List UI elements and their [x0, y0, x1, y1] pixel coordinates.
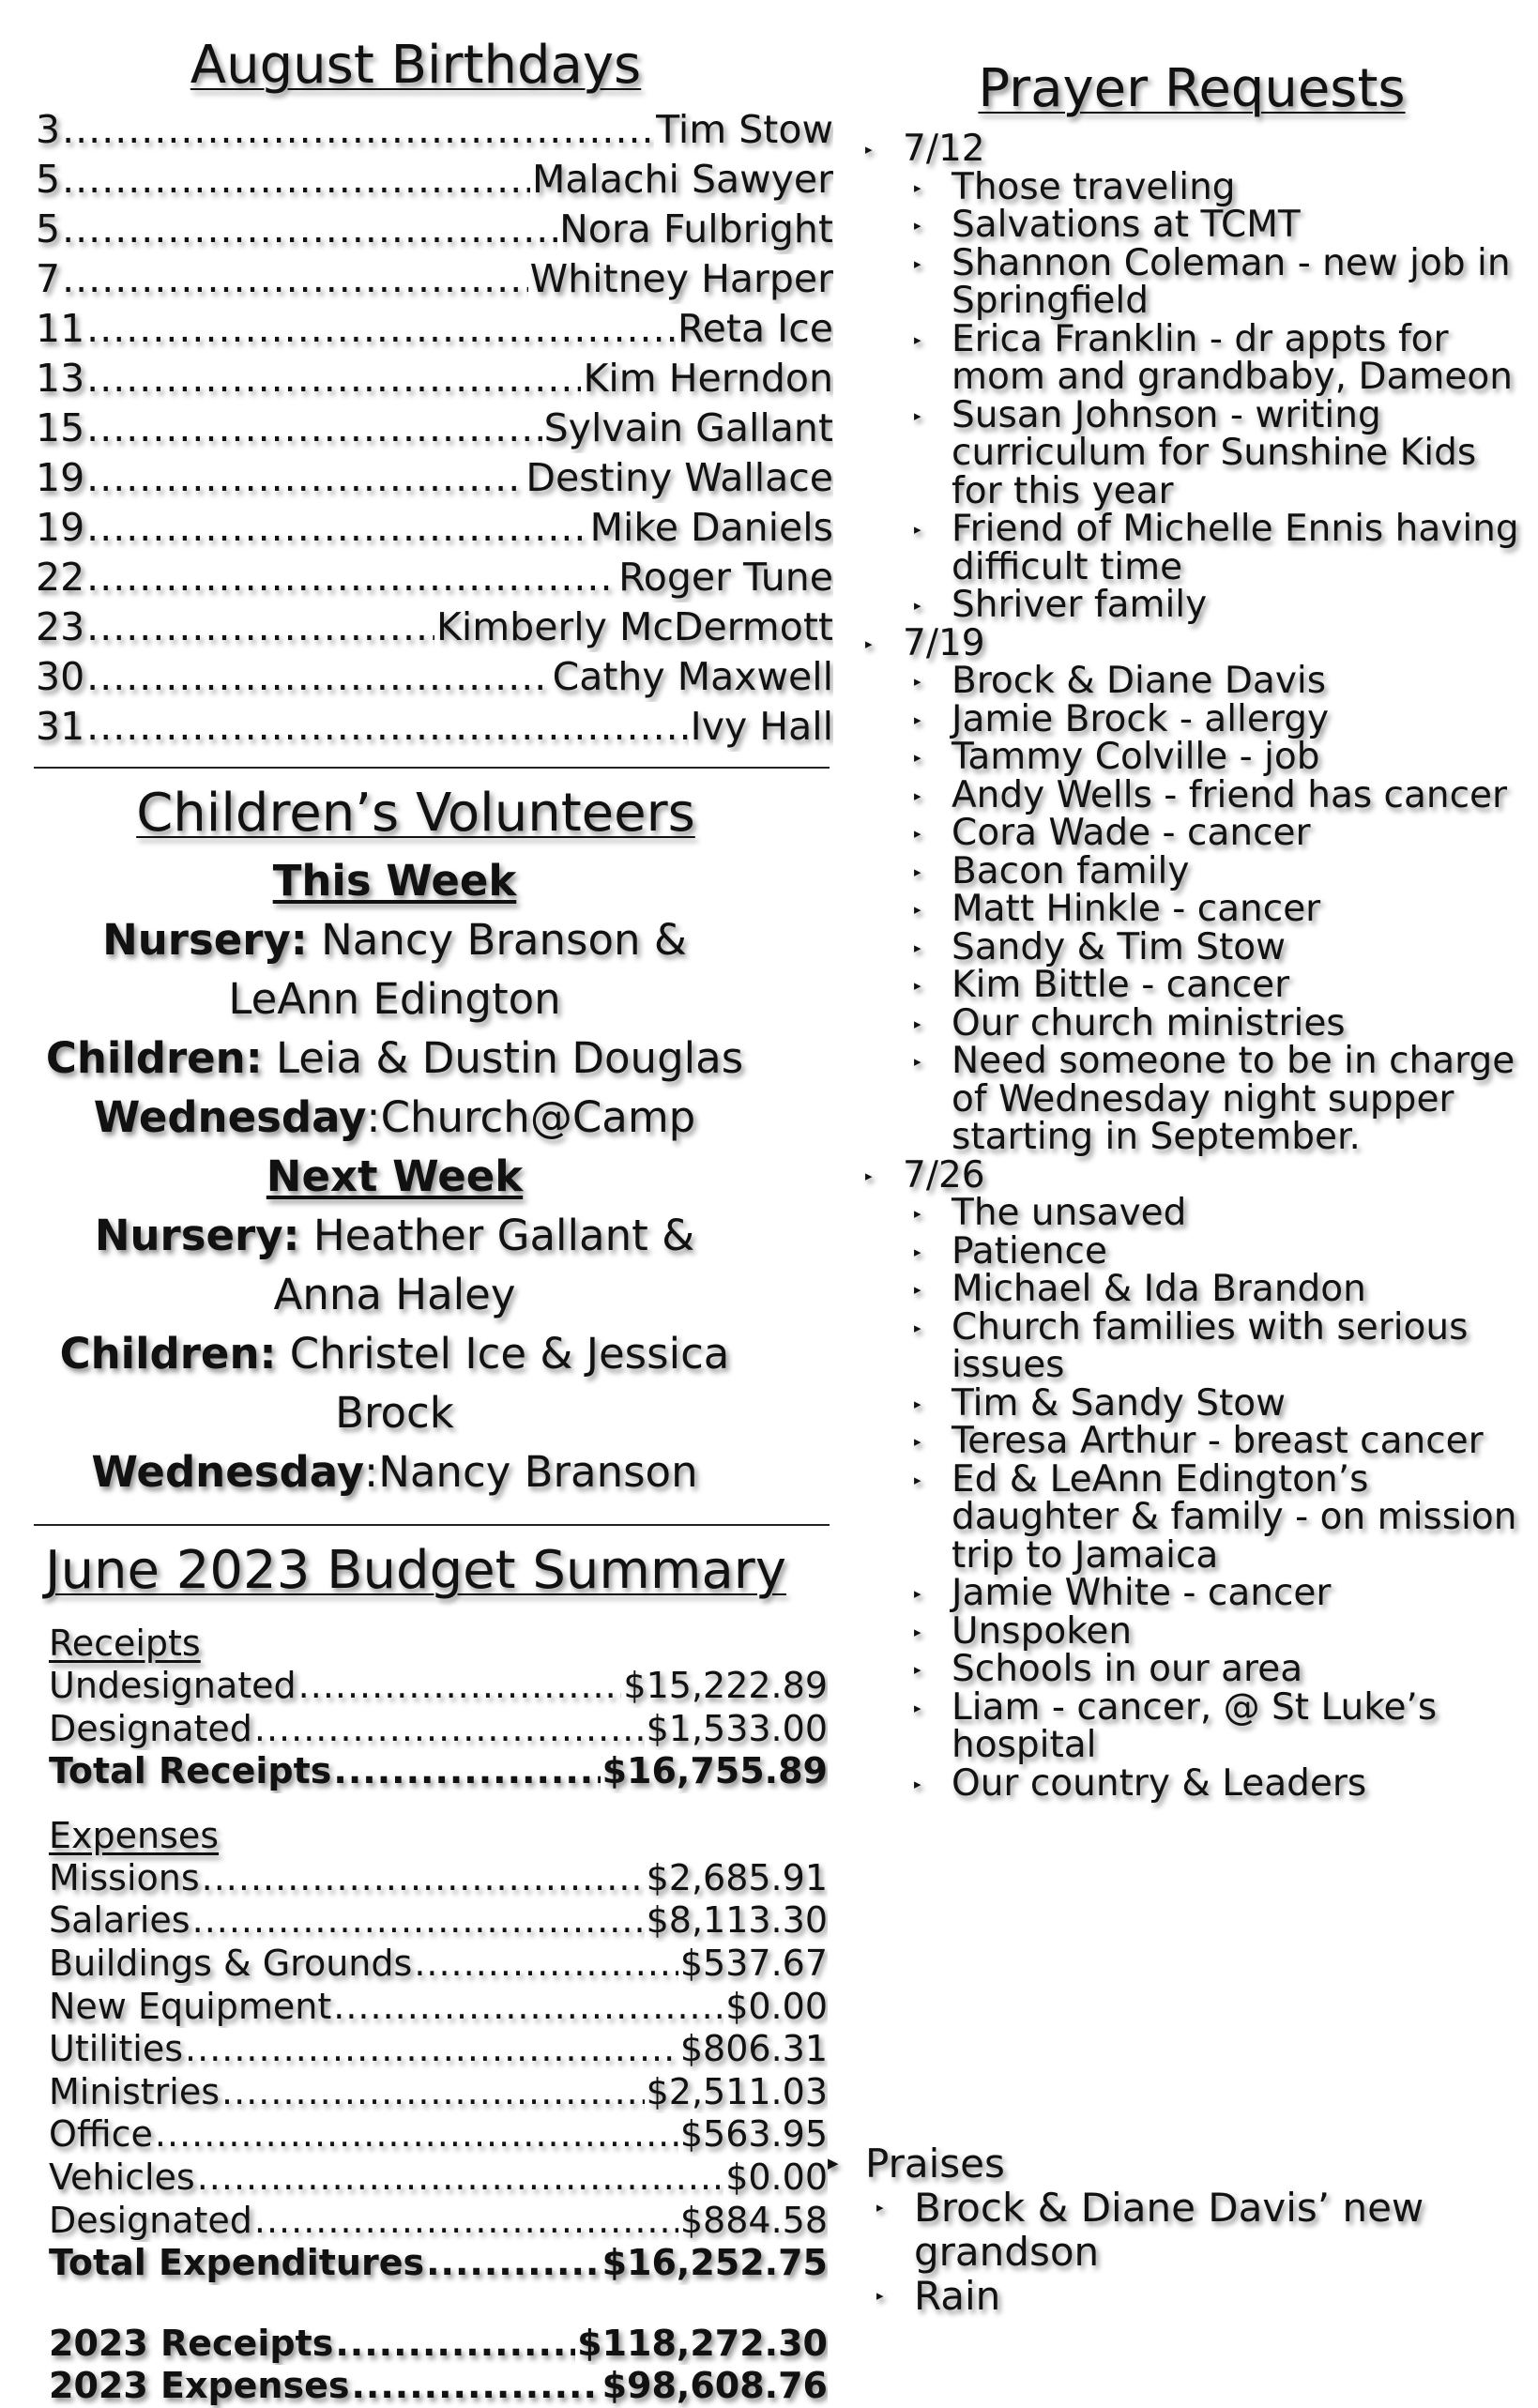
prayer-item: ▸ Michael & Ida Brandon: [854, 1271, 1520, 1309]
triangle-bullet-icon: ▸: [914, 1471, 921, 1488]
prayer-item: ▸ Shannon Coleman - new job in Springfield: [854, 245, 1520, 321]
birthday-name: Malachi Sawyer: [532, 157, 833, 202]
prayer-item: ▸ Need someone to be in charge of Wednesday night supper starting in September.: [854, 1043, 1520, 1157]
triangle-bullet-icon: ▸: [914, 597, 921, 614]
triangle-bullet-icon: ▸: [914, 1014, 921, 1032]
prayer-item: ▸ Liam - cancer, @ St Luke’s hospital: [854, 1689, 1520, 1765]
prayer-item: ▸ Church families with serious issues: [854, 1309, 1520, 1385]
expense-row: Salaries ..... $8,113.30: [36, 1899, 828, 1943]
this-week-nursery: Nursery: Nancy Branson & LeAnn Edington: [102, 915, 687, 1024]
prayer-item: ▸ Andy Wells - friend has cancer: [854, 777, 1520, 815]
expense-row: Office ..... $563.95: [36, 2113, 828, 2157]
budget-summary: [36, 1622, 833, 2408]
triangle-bullet-icon: ▸: [914, 1395, 921, 1412]
prayer-item: ▸ Erica Franklin - dr appts for mom and grandbaby, Dameon: [854, 321, 1520, 397]
birthday-list: [36, 105, 833, 752]
birthday-row: [36, 155, 833, 205]
triangle-bullet-icon: ▸: [914, 749, 921, 766]
triangle-bullet-icon: ▸: [914, 1585, 921, 1602]
prayer-item: ▸ Ed & LeAnn Edington’s daughter & family - on mission trip to Jamaica: [854, 1461, 1520, 1576]
prayer-item: ▸ Teresa Arthur - breast cancer: [854, 1423, 1520, 1461]
prayer-date: ▸ 7/26: [854, 1157, 1520, 1196]
receipts-heading: Receipts: [49, 1623, 201, 1664]
birthday-day: 5: [36, 206, 61, 251]
triangle-bullet-icon: ▸: [914, 977, 921, 994]
volunteers-title: Children’s Volunteers: [136, 783, 695, 844]
birthday-day: 5: [36, 157, 61, 202]
divider: [34, 767, 830, 769]
prayer-item: ▸ Kim Bittle - cancer: [854, 967, 1520, 1005]
birthday-day: 31: [36, 704, 85, 749]
triangle-bullet-icon: ▸: [914, 1623, 921, 1640]
birthday-name: Ivy Hall: [690, 704, 833, 749]
prayer-item: ▸ Unspoken: [854, 1613, 1520, 1652]
birthday-name: Mike Daniels: [589, 505, 833, 550]
birthdays-title: August Birthdays: [190, 35, 642, 96]
ytd-row: 2023 Expenses ..... $98,608.76: [36, 2365, 828, 2408]
prayer-item: ▸ Friend of Michelle Ennis having difficult time: [854, 511, 1520, 587]
triangle-bullet-icon: ▸: [914, 330, 921, 348]
triangle-bullet-icon: ▸: [914, 1281, 921, 1298]
triangle-bullet-icon: ▸: [914, 1053, 921, 1070]
triangle-bullet-icon: ▸: [914, 254, 921, 272]
expense-row: Utilities ..... $806.31: [36, 2028, 828, 2071]
divider: [34, 1524, 830, 1526]
birthday-row: [36, 404, 833, 453]
triangle-bullet-icon: ▸: [876, 2287, 884, 2304]
birthday-name: Roger Tune: [618, 555, 833, 600]
prayer-item: ▸ Bacon family: [854, 853, 1520, 892]
prayer-item: ▸ Matt Hinkle - cancer: [854, 891, 1520, 929]
birthday-day: 3: [36, 107, 61, 152]
triangle-bullet-icon: ▸: [914, 217, 921, 234]
prayer-item: ▸ The unsaved: [854, 1195, 1520, 1233]
birthday-day: 13: [36, 356, 85, 401]
birthday-row: [36, 254, 833, 304]
triangle-bullet-icon: ▸: [914, 862, 921, 880]
prayer-item: ▸ Our country & Leaders: [854, 1765, 1520, 1804]
birthday-day: 23: [36, 604, 85, 649]
triangle-bullet-icon: ▸: [914, 786, 921, 804]
triangle-bullet-icon: ▸: [914, 1661, 921, 1678]
birthday-name: Reta Ice: [678, 306, 833, 351]
birthday-day: 11: [36, 306, 85, 351]
next-week-children: Children: Christel Ice & Jessica Brock: [59, 1329, 730, 1438]
prayer-item: ▸ Cora Wade - cancer: [854, 815, 1520, 853]
birthday-row: [36, 105, 833, 155]
triangle-bullet-icon: ▸: [914, 1699, 921, 1716]
birthday-row: [36, 503, 833, 553]
birthday-row: [36, 453, 833, 503]
birthday-name: Whitney Harper: [529, 256, 833, 301]
prayer-item: ▸ Brock & Diane Davis: [854, 663, 1520, 701]
expense-row: Ministries ..... $2,511.03: [36, 2071, 828, 2114]
triangle-bullet-icon: ▸: [914, 938, 921, 956]
triangle-bullet-icon: ▸: [914, 1205, 921, 1222]
triangle-bullet-icon: ▸: [914, 1242, 921, 1260]
prayer-item: ▸ Jamie Brock - allergy: [854, 701, 1520, 739]
prayer-item: ▸ Susan Johnson - writing curriculum for Sunshine Kids for this year: [854, 397, 1520, 511]
prayer-item: ▸ Those traveling: [854, 169, 1520, 207]
birthday-row: [36, 702, 833, 752]
ytd-row: 2023 Receipts ..... $118,272.30: [36, 2323, 828, 2366]
triangle-bullet-icon: ▸: [914, 521, 921, 538]
triangle-bullet-icon: ▸: [865, 141, 873, 158]
birthday-name: Cathy Maxwell: [552, 654, 833, 699]
receipt-row: Designated ..... $1,533.00: [36, 1708, 828, 1751]
this-week-heading: This Week: [272, 856, 517, 906]
praise-item: ▸ Rain: [816, 2274, 1511, 2318]
birthday-name: Kim Herndon: [583, 356, 833, 401]
prayer-item: ▸ Patience: [854, 1233, 1520, 1272]
birthday-day: 19: [36, 455, 85, 500]
birthday-name: Nora Fulbright: [559, 206, 833, 251]
birthday-row: [36, 652, 833, 702]
triangle-bullet-icon: ▸: [914, 1433, 921, 1450]
triangle-bullet-icon: ▸: [865, 1166, 873, 1184]
prayer-item: ▸ Shriver family: [854, 587, 1520, 625]
prayer-list: [854, 130, 1520, 1803]
triangle-bullet-icon: ▶: [828, 2155, 839, 2172]
prayer-title: Prayer Requests: [978, 58, 1406, 119]
budget-title: June 2023 Budget Summary: [45, 1540, 786, 1601]
triangle-bullet-icon: ▸: [914, 673, 921, 690]
this-week-wednesday: Wednesday:Church@Camp: [93, 1092, 696, 1142]
triangle-bullet-icon: ▸: [914, 1318, 921, 1336]
prayer-item: ▸ Tammy Colville - job: [854, 739, 1520, 777]
next-week-heading: Next Week: [266, 1151, 524, 1201]
prayer-item: ▸ Schools in our area: [854, 1651, 1520, 1689]
receipt-row: Undesignated ..... $15,222.89: [36, 1665, 828, 1708]
praise-item: ▸ Brock & Diane Davis’ new grandson: [816, 2186, 1511, 2274]
expense-row: Missions ..... $2,685.91: [36, 1857, 828, 1900]
prayer-item: ▸ Tim & Sandy Stow: [854, 1385, 1520, 1424]
birthday-day: 22: [36, 555, 85, 600]
triangle-bullet-icon: ▸: [914, 178, 921, 196]
birthday-day: 15: [36, 405, 85, 450]
triangle-bullet-icon: ▸: [914, 710, 921, 728]
expense-row: New Equipment ..... $0.00: [36, 1986, 828, 2029]
next-week-wednesday: Wednesday:Nancy Branson: [91, 1447, 698, 1497]
next-week-nursery: Nursery: Heather Gallant & Anna Haley: [94, 1211, 695, 1319]
triangle-bullet-icon: ▸: [914, 406, 921, 424]
birthday-row: [36, 304, 833, 354]
expenses-heading: Expenses: [49, 1814, 220, 1856]
triangle-bullet-icon: ▸: [914, 901, 921, 918]
total-expenditures-row: Total Expenditures ..... $16,252.75: [36, 2242, 828, 2285]
birthday-day: 30: [36, 654, 85, 699]
birthday-row: [36, 354, 833, 404]
triangle-bullet-icon: ▸: [914, 1775, 921, 1792]
birthday-day: 19: [36, 505, 85, 550]
praises-heading-row: [816, 2141, 1511, 2186]
birthday-row: [36, 205, 833, 254]
birthday-name: Kimberly McDermott: [435, 604, 833, 649]
birthday-day: 7: [36, 256, 61, 301]
birthday-name: Sylvain Gallant: [543, 405, 833, 450]
birthday-row: [36, 553, 833, 602]
praises-title: Praises: [865, 2141, 1005, 2187]
prayer-item: ▸ Jamie White - cancer: [854, 1575, 1520, 1613]
total-receipts-row: Total Receipts ..... $16,755.89: [36, 1750, 828, 1793]
prayer-date: ▸ 7/12: [854, 130, 1520, 169]
triangle-bullet-icon: ▸: [865, 634, 873, 652]
expense-row: Buildings & Grounds ..... $537.67: [36, 1943, 828, 1986]
praises-section: [816, 2141, 1511, 2318]
triangle-bullet-icon: ▸: [914, 825, 921, 842]
prayer-item: ▸ Sandy & Tim Stow: [854, 929, 1520, 968]
triangle-bullet-icon: ▸: [876, 2199, 884, 2216]
prayer-item: ▸ Our church ministries: [854, 1005, 1520, 1044]
this-week-children: Children: Leia & Dustin Douglas: [45, 1033, 744, 1083]
birthday-name: Tim Stow: [656, 107, 833, 152]
birthday-name: Destiny Wallace: [525, 455, 833, 500]
volunteers-block: [0, 851, 791, 1501]
expense-row: Vehicles ..... $0.00: [36, 2157, 828, 2200]
birthday-row: [36, 602, 833, 652]
expense-row: Designated ..... $884.58: [36, 2200, 828, 2243]
prayer-date: ▸ 7/19: [854, 625, 1520, 663]
prayer-item: ▸ Salvations at TCMT: [854, 206, 1520, 245]
